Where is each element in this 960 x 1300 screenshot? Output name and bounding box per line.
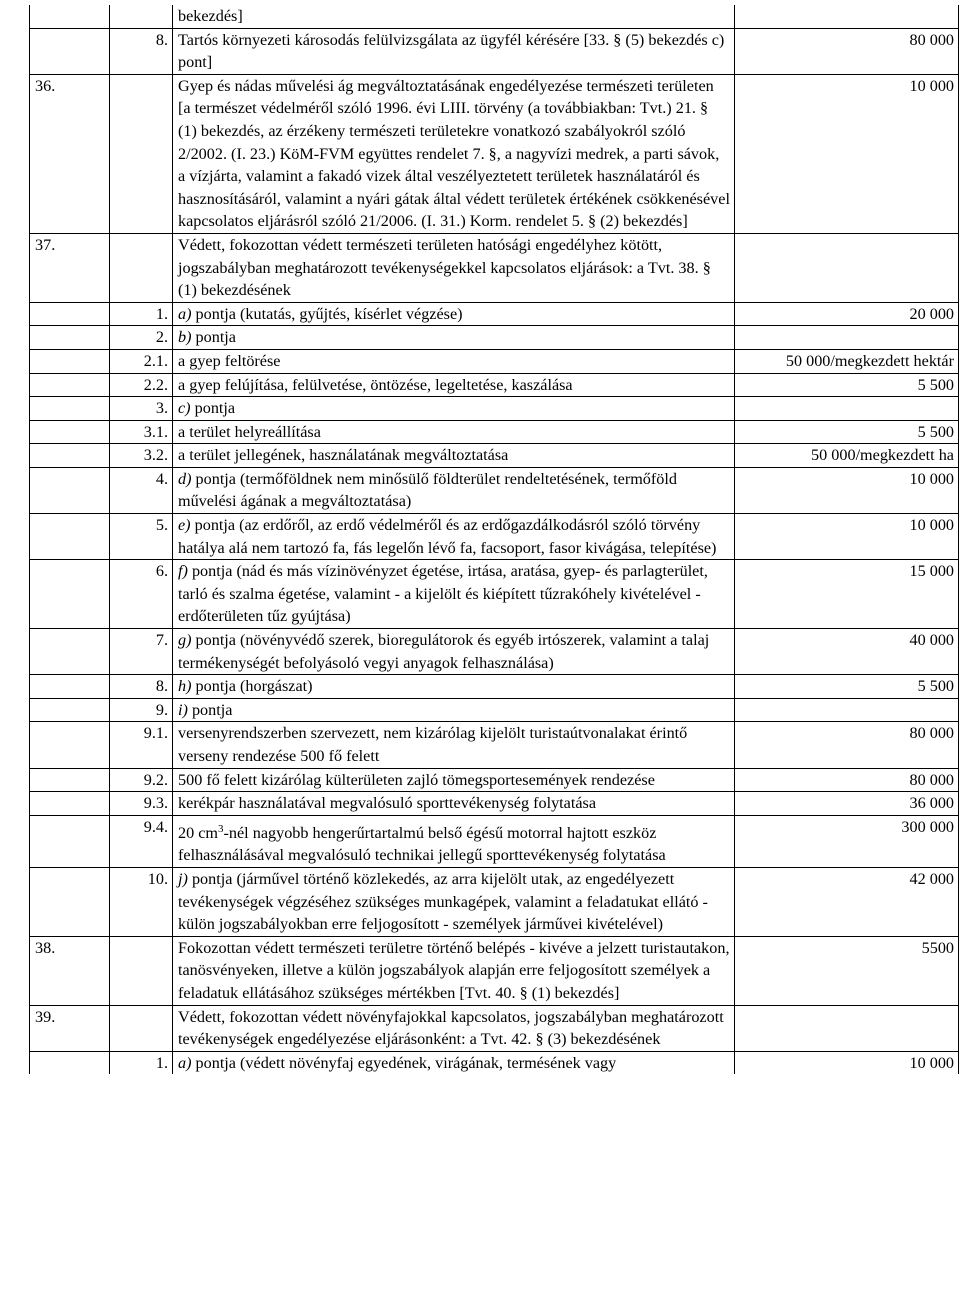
description-text: a gyep felújítása, felülvetése, öntözése, legeltetése, kaszálása bbox=[178, 375, 573, 394]
sub-number-cell: 2. bbox=[110, 326, 173, 350]
sub-number-cell: 2.1. bbox=[110, 349, 173, 373]
description-cell bbox=[173, 1005, 735, 1051]
fee-cell bbox=[735, 5, 959, 28]
description-cell bbox=[173, 514, 735, 560]
table-row bbox=[30, 373, 959, 397]
description-cell bbox=[173, 1051, 735, 1074]
description-cell bbox=[173, 397, 735, 421]
sub-number-cell: 5. bbox=[110, 514, 173, 560]
description-cell bbox=[173, 349, 735, 373]
fee-cell: 40 000 bbox=[735, 629, 959, 675]
description-text-lead: 20 cm bbox=[178, 823, 219, 842]
table-row bbox=[30, 792, 959, 816]
main-number-cell bbox=[30, 326, 110, 350]
main-number-cell: 36. bbox=[30, 74, 110, 233]
description-text: Védett, fokozottan védett növényfajokkal kapcsolatos, jogszabályban meghatározott tevékenységek engedélyezése eljárásonként: a Tvt. 42. § (3) bekezdésének bbox=[178, 1007, 724, 1049]
description-text: pontja (termőföldnek nem minősülő földterület rendeltetésének, termőföld művelési ágának a megváltoztatása) bbox=[178, 469, 677, 511]
table-row bbox=[30, 233, 959, 302]
fee-cell: 50 000/megkezdett hektár bbox=[735, 349, 959, 373]
main-number-cell bbox=[30, 302, 110, 326]
main-number-cell bbox=[30, 5, 110, 28]
sub-number-cell bbox=[110, 74, 173, 233]
description-text: 500 fő felett kizárólag külterületen zajló tömegsportesemények rendezése bbox=[178, 770, 655, 789]
description-text: pontja (védett növényfaj egyedének, virágának, termésének vagy bbox=[191, 1053, 617, 1072]
sub-number-cell: 8. bbox=[110, 28, 173, 74]
description-text: -nél nagyobb hengerűrtartalmú belső égésű motorral hajtott eszköz felhasználásával megvalósuló technikai jellegű sporttevékenység folytatása bbox=[178, 823, 666, 865]
description-cell bbox=[173, 867, 735, 936]
table-row bbox=[30, 349, 959, 373]
description-text: versenyrendszerben szervezett, nem kizárólag kijelölt turistaútvonalakat érintő verseny rendezése 500 fő felett bbox=[178, 724, 688, 765]
main-number-cell bbox=[30, 420, 110, 444]
main-number-cell: 39. bbox=[30, 1005, 110, 1051]
sub-number-cell: 9.4. bbox=[110, 815, 173, 867]
description-text: a terület jellegének, használatának megváltoztatása bbox=[178, 446, 509, 465]
description-cell bbox=[173, 302, 735, 326]
sub-number-cell bbox=[110, 233, 173, 302]
sub-number-cell: 2.2. bbox=[110, 373, 173, 397]
description-cell bbox=[173, 233, 735, 302]
fee-schedule-table bbox=[29, 5, 959, 1074]
description-text: pontja (növényvédő szerek, bioregulátorok és egyéb irtószerek, valamint a talaj termékenységét befolyásoló vegyi anyagok felhasználása) bbox=[178, 631, 710, 672]
main-number-cell bbox=[30, 373, 110, 397]
table-row bbox=[30, 560, 959, 629]
description-text: pontja (az erdőről, az erdő védelméről és az erdőgazdálkodásról szóló törvény hatálya alá nem tartozó fa, fás legelőn lévő fa, facsoport, fasor kivágása, telepítése) bbox=[178, 516, 717, 557]
description-cell bbox=[173, 326, 735, 350]
fee-cell: 10 000 bbox=[735, 514, 959, 560]
description-cell bbox=[173, 768, 735, 792]
point-label: j) bbox=[178, 869, 188, 888]
sub-number-cell: 3.1. bbox=[110, 420, 173, 444]
fee-cell bbox=[735, 397, 959, 421]
table-row bbox=[30, 302, 959, 326]
fee-cell: 20 000 bbox=[735, 302, 959, 326]
description-text: pontja (nád és más vízinövényzet égetése, irtása, aratása, gyep- és parlagterület, tarló és szalma égetése, valamint - a kijelölt és kiépített tűzrakóhely kivételével - erdőterületen tűz gyújtása) bbox=[178, 562, 708, 626]
fee-cell: 80 000 bbox=[735, 768, 959, 792]
fee-cell bbox=[735, 326, 959, 350]
fee-cell bbox=[735, 1005, 959, 1051]
description-cell bbox=[173, 792, 735, 816]
fee-cell: 36 000 bbox=[735, 792, 959, 816]
superscript-cube: 3 bbox=[218, 822, 224, 835]
main-number-cell bbox=[30, 675, 110, 699]
fee-cell: 10 000 bbox=[735, 1051, 959, 1074]
table-row bbox=[30, 28, 959, 74]
description-text: pontja bbox=[190, 399, 236, 418]
sub-number-cell: 9.1. bbox=[110, 722, 173, 768]
main-number-cell bbox=[30, 1051, 110, 1074]
description-text: a gyep feltörése bbox=[178, 351, 281, 370]
table-row bbox=[30, 867, 959, 936]
sub-number-cell: 4. bbox=[110, 467, 173, 513]
description-text: pontja (járművel történő közlekedés, az arra kijelölt utak, az engedélyezett tevékenységek végzéséhez szükséges munkagépek, valamint a feladatukat ellátó - külön jogszabályokban erre feljogosított - személyek járművei kivételével) bbox=[178, 869, 708, 934]
fee-schedule-body bbox=[30, 5, 959, 1074]
table-row bbox=[30, 326, 959, 350]
sub-number-cell: 10. bbox=[110, 867, 173, 936]
table-row bbox=[30, 397, 959, 421]
main-number-cell bbox=[30, 560, 110, 629]
fee-cell bbox=[735, 698, 959, 722]
fee-cell: 80 000 bbox=[735, 28, 959, 74]
table-row bbox=[30, 420, 959, 444]
main-number-cell bbox=[30, 514, 110, 560]
table-row bbox=[30, 768, 959, 792]
description-cell bbox=[173, 675, 735, 699]
table-row bbox=[30, 444, 959, 468]
point-label: c) bbox=[178, 399, 191, 418]
table-row bbox=[30, 629, 959, 675]
point-label: d) bbox=[178, 469, 192, 488]
description-text: pontja (kutatás, gyűjtés, kísérlet végzése) bbox=[191, 304, 463, 323]
main-number-cell bbox=[30, 629, 110, 675]
table-row bbox=[30, 1005, 959, 1051]
fee-cell bbox=[735, 233, 959, 302]
sub-number-cell bbox=[110, 936, 173, 1005]
table-row bbox=[30, 722, 959, 768]
sub-number-cell: 8. bbox=[110, 675, 173, 699]
fee-cell: 5 500 bbox=[735, 675, 959, 699]
table-row bbox=[30, 936, 959, 1005]
main-number-cell bbox=[30, 722, 110, 768]
table-row bbox=[30, 698, 959, 722]
sub-number-cell: 3. bbox=[110, 397, 173, 421]
description-text: Tartós környezeti károsodás felülvizsgálata az ügyfél kérésére [33. § (5) bekezdés c) pont] bbox=[178, 30, 725, 72]
main-number-cell bbox=[30, 815, 110, 867]
description-cell bbox=[173, 74, 735, 233]
fee-cell: 5 500 bbox=[735, 420, 959, 444]
main-number-cell bbox=[30, 698, 110, 722]
description-cell bbox=[173, 936, 735, 1005]
sub-number-cell: 7. bbox=[110, 629, 173, 675]
sub-number-cell: 3.2. bbox=[110, 444, 173, 468]
main-number-cell bbox=[30, 467, 110, 513]
description-cell bbox=[173, 5, 735, 28]
description-text: Gyep és nádas művelési ág megváltoztatásának engedélyezése természeti területen [a természet védelméről szóló 1996. évi LIII. törvény (a továbbiakban: Tvt.) 21. § (1) bekezdés, az érzékeny természeti területekre vonatkozó szabályokról szóló 2/2002. (I. 23.) KöM-FVM együttes rendelet 7. §, a nagyvízi medrek, a parti sávok, a vízjárta, valamint a fakadó vizek által veszélyeztetett területek használatáról és hasznosításáról, valamint a nyári gátak által védett területek értékének csökkenésével kapcsolatos eljárásról szóló 21/2006. (I. 31.) Korm. rendelet 5. § (2) bekezdés] bbox=[178, 76, 730, 231]
description-cell bbox=[173, 373, 735, 397]
point-label: i) bbox=[178, 700, 188, 719]
sub-number-cell bbox=[110, 5, 173, 28]
description-cell bbox=[173, 698, 735, 722]
description-cell bbox=[173, 28, 735, 74]
point-label: a) bbox=[178, 1053, 192, 1072]
sub-number-cell: 1. bbox=[110, 1051, 173, 1074]
table-row bbox=[30, 74, 959, 233]
point-label: h) bbox=[178, 677, 192, 696]
description-cell bbox=[173, 722, 735, 768]
description-text: pontja bbox=[191, 328, 236, 347]
description-cell bbox=[173, 815, 735, 867]
main-number-cell: 37. bbox=[30, 233, 110, 302]
point-label: a) bbox=[178, 304, 192, 323]
table-row bbox=[30, 815, 959, 867]
point-label: g) bbox=[178, 631, 192, 650]
description-text: kerékpár használatával megvalósuló sporttevékenység folytatása bbox=[178, 794, 597, 813]
table-row bbox=[30, 5, 959, 28]
description-cell bbox=[173, 444, 735, 468]
point-label: f) bbox=[178, 562, 188, 581]
description-cell bbox=[173, 629, 735, 675]
main-number-cell bbox=[30, 397, 110, 421]
table-row bbox=[30, 467, 959, 513]
fee-cell: 5 500 bbox=[735, 373, 959, 397]
main-number-cell bbox=[30, 792, 110, 816]
main-number-cell bbox=[30, 867, 110, 936]
description-text: bekezdés] bbox=[178, 7, 243, 25]
description-text: a terület helyreállítása bbox=[178, 422, 321, 441]
fee-cell: 15 000 bbox=[735, 560, 959, 629]
fee-cell: 42 000 bbox=[735, 867, 959, 936]
fee-cell: 50 000/megkezdett ha bbox=[735, 444, 959, 468]
description-cell bbox=[173, 420, 735, 444]
point-label: e) bbox=[178, 516, 191, 535]
point-label: b) bbox=[178, 328, 192, 347]
description-text: Fokozottan védett természeti területre történő belépés - kivéve a jelzett turistautakon, tanösvényeken, illetve a külön jogszabályok alapján erre feljogosított személyek a feladatuk ellátásához szükséges mértékben [Tvt. 40. § (1) bekezdés] bbox=[178, 938, 730, 1002]
fee-cell: 10 000 bbox=[735, 467, 959, 513]
main-number-cell: 38. bbox=[30, 936, 110, 1005]
main-number-cell bbox=[30, 444, 110, 468]
sub-number-cell: 9.2. bbox=[110, 768, 173, 792]
description-cell bbox=[173, 467, 735, 513]
sub-number-cell: 1. bbox=[110, 302, 173, 326]
description-text: pontja (horgászat) bbox=[191, 677, 313, 696]
main-number-cell bbox=[30, 28, 110, 74]
description-text: Védett, fokozottan védett természeti területen hatósági engedélyhez kötött, jogszabályban meghatározott tevékenységekkel kapcsolatos eljárások: a Tvt. 38. § (1) bekezdésének bbox=[178, 235, 711, 300]
table-row bbox=[30, 1051, 959, 1074]
sub-number-cell: 9.3. bbox=[110, 792, 173, 816]
sub-number-cell: 6. bbox=[110, 560, 173, 629]
sub-number-cell bbox=[110, 1005, 173, 1051]
description-text: pontja bbox=[187, 700, 233, 719]
fee-cell: 10 000 bbox=[735, 74, 959, 233]
fee-cell: 300 000 bbox=[735, 815, 959, 867]
main-number-cell bbox=[30, 349, 110, 373]
table-row bbox=[30, 514, 959, 560]
fee-cell: 5500 bbox=[735, 936, 959, 1005]
main-number-cell bbox=[30, 768, 110, 792]
description-cell bbox=[173, 560, 735, 629]
fee-cell: 80 000 bbox=[735, 722, 959, 768]
table-row bbox=[30, 675, 959, 699]
sub-number-cell: 9. bbox=[110, 698, 173, 722]
